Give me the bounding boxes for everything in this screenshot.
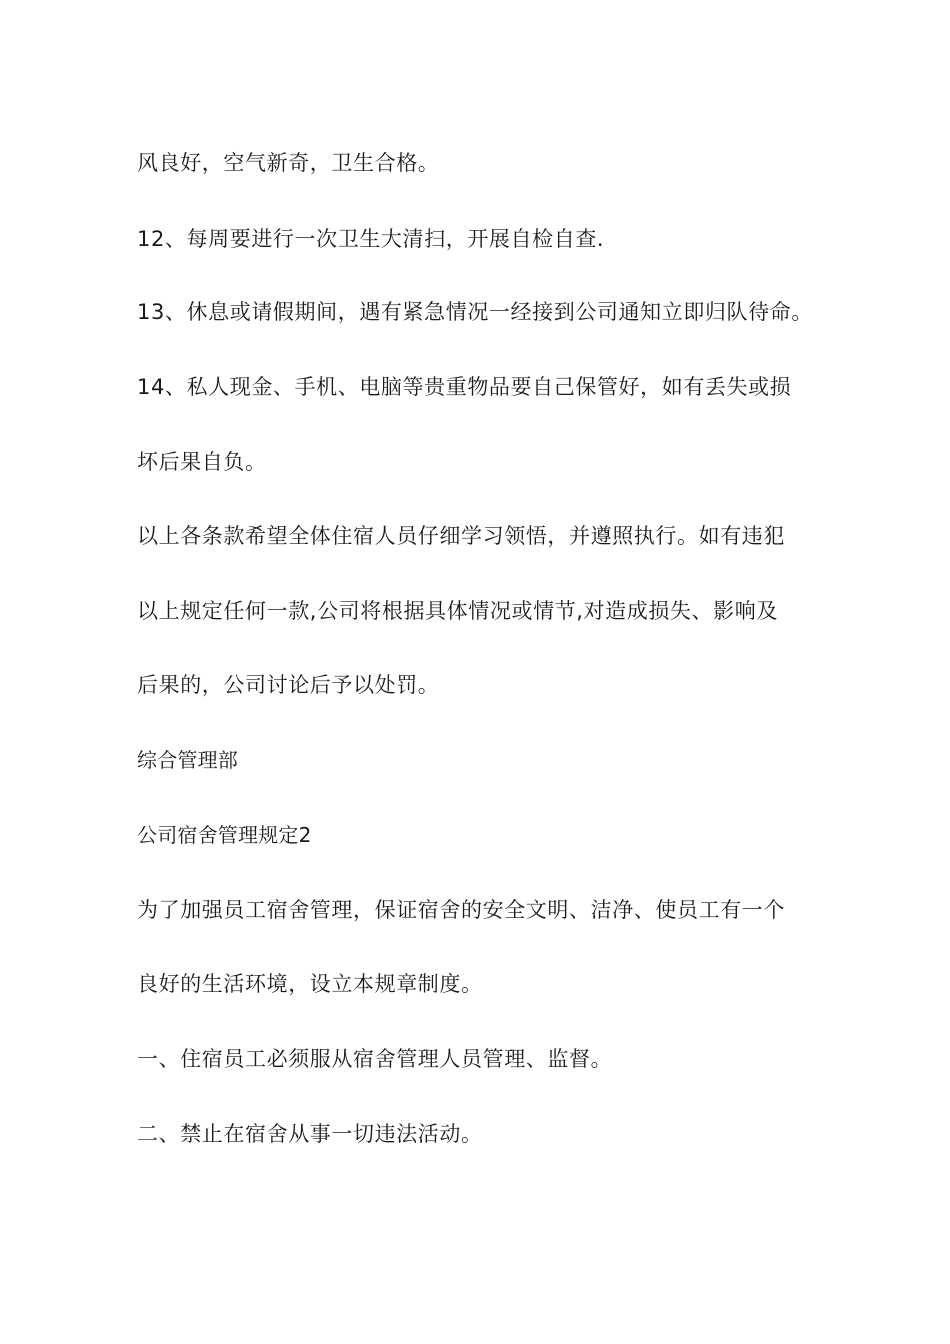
text-line: 坏后果自负。 [137, 450, 267, 474]
text-line: 12、每周要进行一次卫生大清扫，开展自检自查. [137, 227, 605, 251]
text-line: 为了加强员工宿舍管理，保证宿舍的安全文明、洁净、使员工有一个 [137, 898, 785, 922]
text-line: 一、住宿员工必须服从宿舍管理人员管理、监督。 [137, 1047, 613, 1071]
text-line: 风良好，空气新奇，卫生合格。 [137, 151, 440, 175]
department-signature: 综合管理部 [137, 748, 238, 772]
text-line: 13、休息或请假期间，遇有紧急情况一经接到公司通知立即归队待命。 [137, 300, 813, 324]
text-line: 二、禁止在宿舍从事一切违法活动。 [137, 1122, 483, 1146]
text-line: 后果的，公司讨论后予以处罚。 [137, 673, 440, 697]
text-line: 以上各条款希望全体住宿人员仔细学习领悟，并遵照执行。如有违犯 [137, 524, 785, 548]
text-line: 以上规定任何一款,公司将根据具体情况或情节,对造成损失、影响及 [137, 599, 778, 623]
text-line: 14、私人现金、手机、电脑等贵重物品要自己保管好，如有丢失或损 [137, 375, 792, 399]
section-title: 公司宿舍管理规定2 [137, 823, 312, 847]
text-line: 良好的生活环境，设立本规章制度。 [137, 972, 483, 996]
